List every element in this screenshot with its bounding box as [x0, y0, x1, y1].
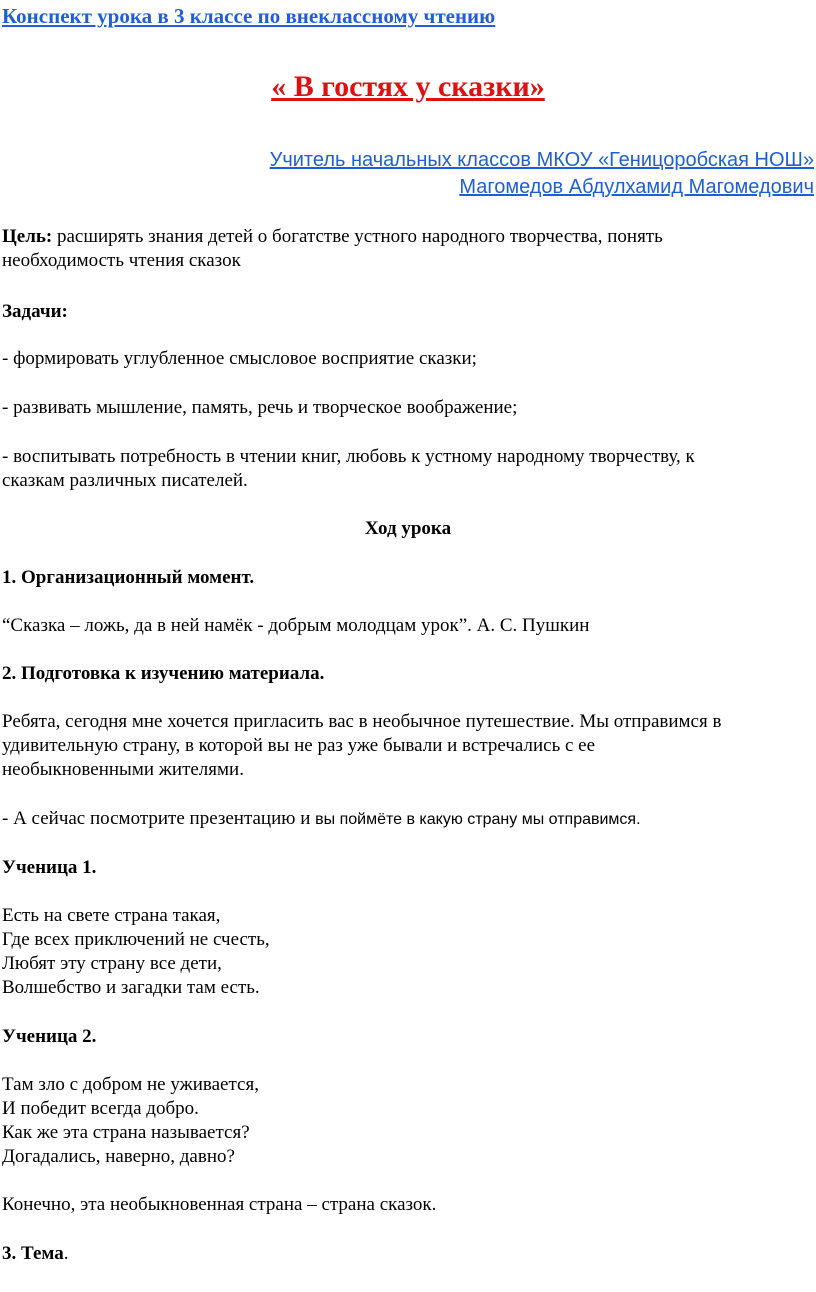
conclusion-paragraph: Конечно, эта необыкновенная страна – страна сказок. [2, 1194, 437, 1215]
goal-paragraph [2, 225, 663, 273]
task-item-3: - воспитывать потребность в чтении книг, любовь к устному народному творчеству, к сказкам различных писателей. [2, 446, 695, 491]
presentation-paragraph: - А сейчас посмотрите презентацию и вы поймёте в какую страну мы отправимся. [2, 808, 641, 829]
student-2-label: Ученица 2. [2, 1026, 97, 1047]
student-1-label: Ученица 1. [2, 857, 97, 878]
section-3-title: 3. Тема. [2, 1243, 69, 1264]
goal-label: Цель: [2, 226, 53, 247]
goal-text-line1: расширять знания детей о богатстве устного народного творчества, понять [52, 226, 663, 247]
pushkin-quote: “Сказка – ложь, да в ней намёк - добрым молодцам урок”. А. С. Пушкин [2, 615, 590, 636]
section-2-paragraph: Ребята, сегодня мне хочется пригласить вас в необычное путешествие. Мы отправимся в удивительную страну, в которой вы не раз уже бывали и встречались с ее необыкновенными жителями. [2, 711, 722, 780]
author-position-link[interactable]: Учитель начальных классов МКОУ «Геницоробская НОШ» [269, 149, 814, 171]
task-item-2: - развивать мышление, память, речь и творческое воображение; [2, 397, 518, 418]
document-title-link[interactable]: Конспект урока в 3 классе по внеклассному чтению [2, 4, 496, 28]
author-block [270, 147, 814, 201]
lesson-heading: Ход урока [364, 518, 452, 539]
poem-1: Есть на свете страна такая, Где всех приключений не счесть, Любят эту страну все дети, Волшебство и загадки там есть. [2, 905, 270, 998]
author-name-link[interactable]: Магомедов Абдулхамид Магомедович [459, 176, 814, 198]
poem-2: Там зло с добром не уживается, И победит всегда добро. Как же эта страна называется? Догадались, наверно, давно? [2, 1074, 259, 1167]
tasks-heading: Задачи: [2, 301, 68, 322]
section-2-title: 2. Подготовка к изучению материала. [2, 663, 325, 684]
task-item-1: - формировать углубленное смысловое восприятие сказки; [2, 348, 477, 369]
goal-text-line2: необходимость чтения сказок [2, 250, 241, 271]
lesson-subtitle: « В гостях у сказки» [271, 70, 545, 103]
section-1-title: 1. Организационный момент. [2, 567, 255, 588]
